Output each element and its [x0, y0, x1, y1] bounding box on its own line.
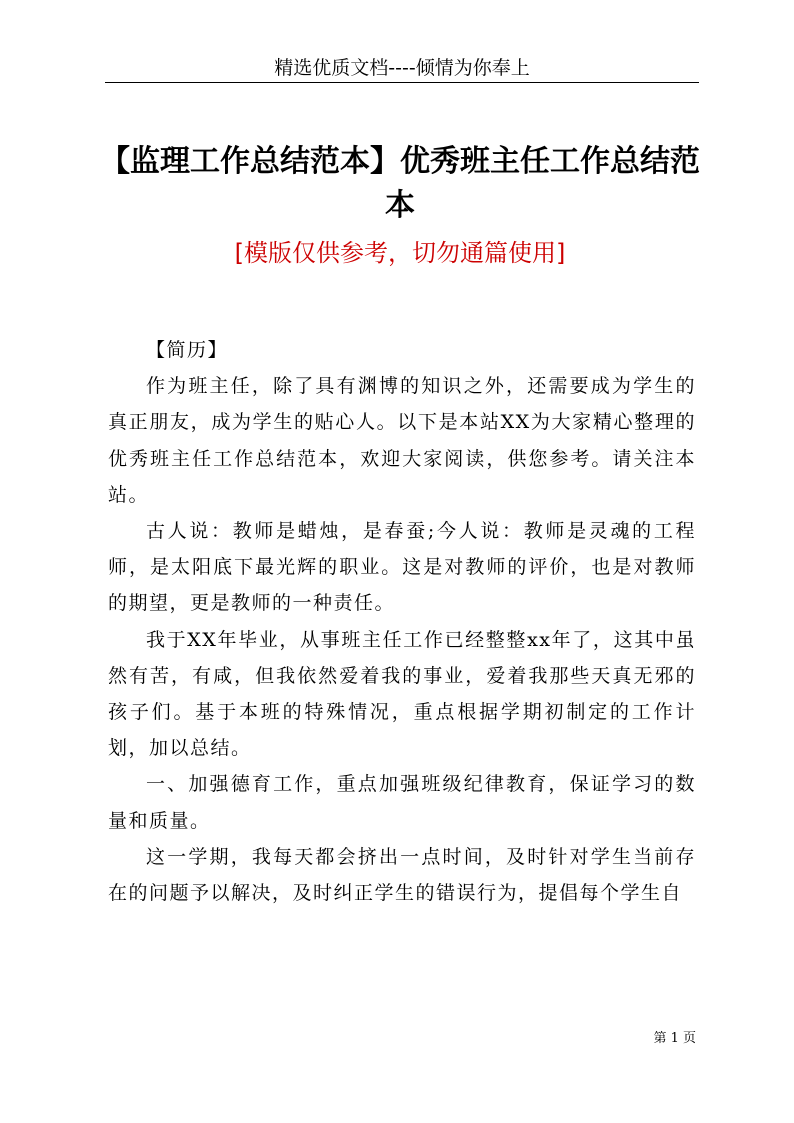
document-title: 【监理工作总结范本】优秀班主任工作总结范本: [100, 144, 700, 223]
paragraph-teacher-quote: 古人说：教师是蜡烛，是春蚕;今人说：教师是灵魂的工程师，是太阳底下最光辉的职业。这是对教师的评价，也是对教师的期望，更是教师的一种责任。: [108, 520, 696, 615]
paragraph-section-one-heading: 一、加强德育工作，重点加强班级纪律教育，保证学习的数量和质量。: [108, 773, 696, 832]
document-body: [108, 332, 696, 911]
paragraph-section-one-body: 这一学期，我每天都会挤出一点时间，及时针对学生当前存在的问题予以解决，及时纠正学生的错误行为，提倡每个学生自: [108, 845, 696, 905]
page-number: 第 1 页: [653, 1031, 696, 1046]
paragraph-resume-label: 【简历】: [146, 339, 229, 361]
page-header: 精选优质文档----倾情为你奉上: [274, 57, 530, 79]
document-subtitle: [模版仅供参考，切勿通篇使用]: [234, 239, 566, 267]
paragraph-intro: 作为班主任，除了具有渊博的知识之外，还需要成为学生的真正朋友，成为学生的贴心人。以下是本站XX为大家精心整理的优秀班主任工作总结范本，欢迎大家阅读，供您参考。请关注本站。: [108, 375, 696, 506]
header-divider: [105, 82, 699, 83]
paragraph-background: 我于XX年毕业，从事班主任工作已经整整xx年了，这其中虽然有苦，有咸，但我依然爱着我的事业，爱着我那些天真无邪的孩子们。基于本班的特殊情况，重点根据学期初制定的工作计划，加以总结。: [108, 628, 696, 760]
